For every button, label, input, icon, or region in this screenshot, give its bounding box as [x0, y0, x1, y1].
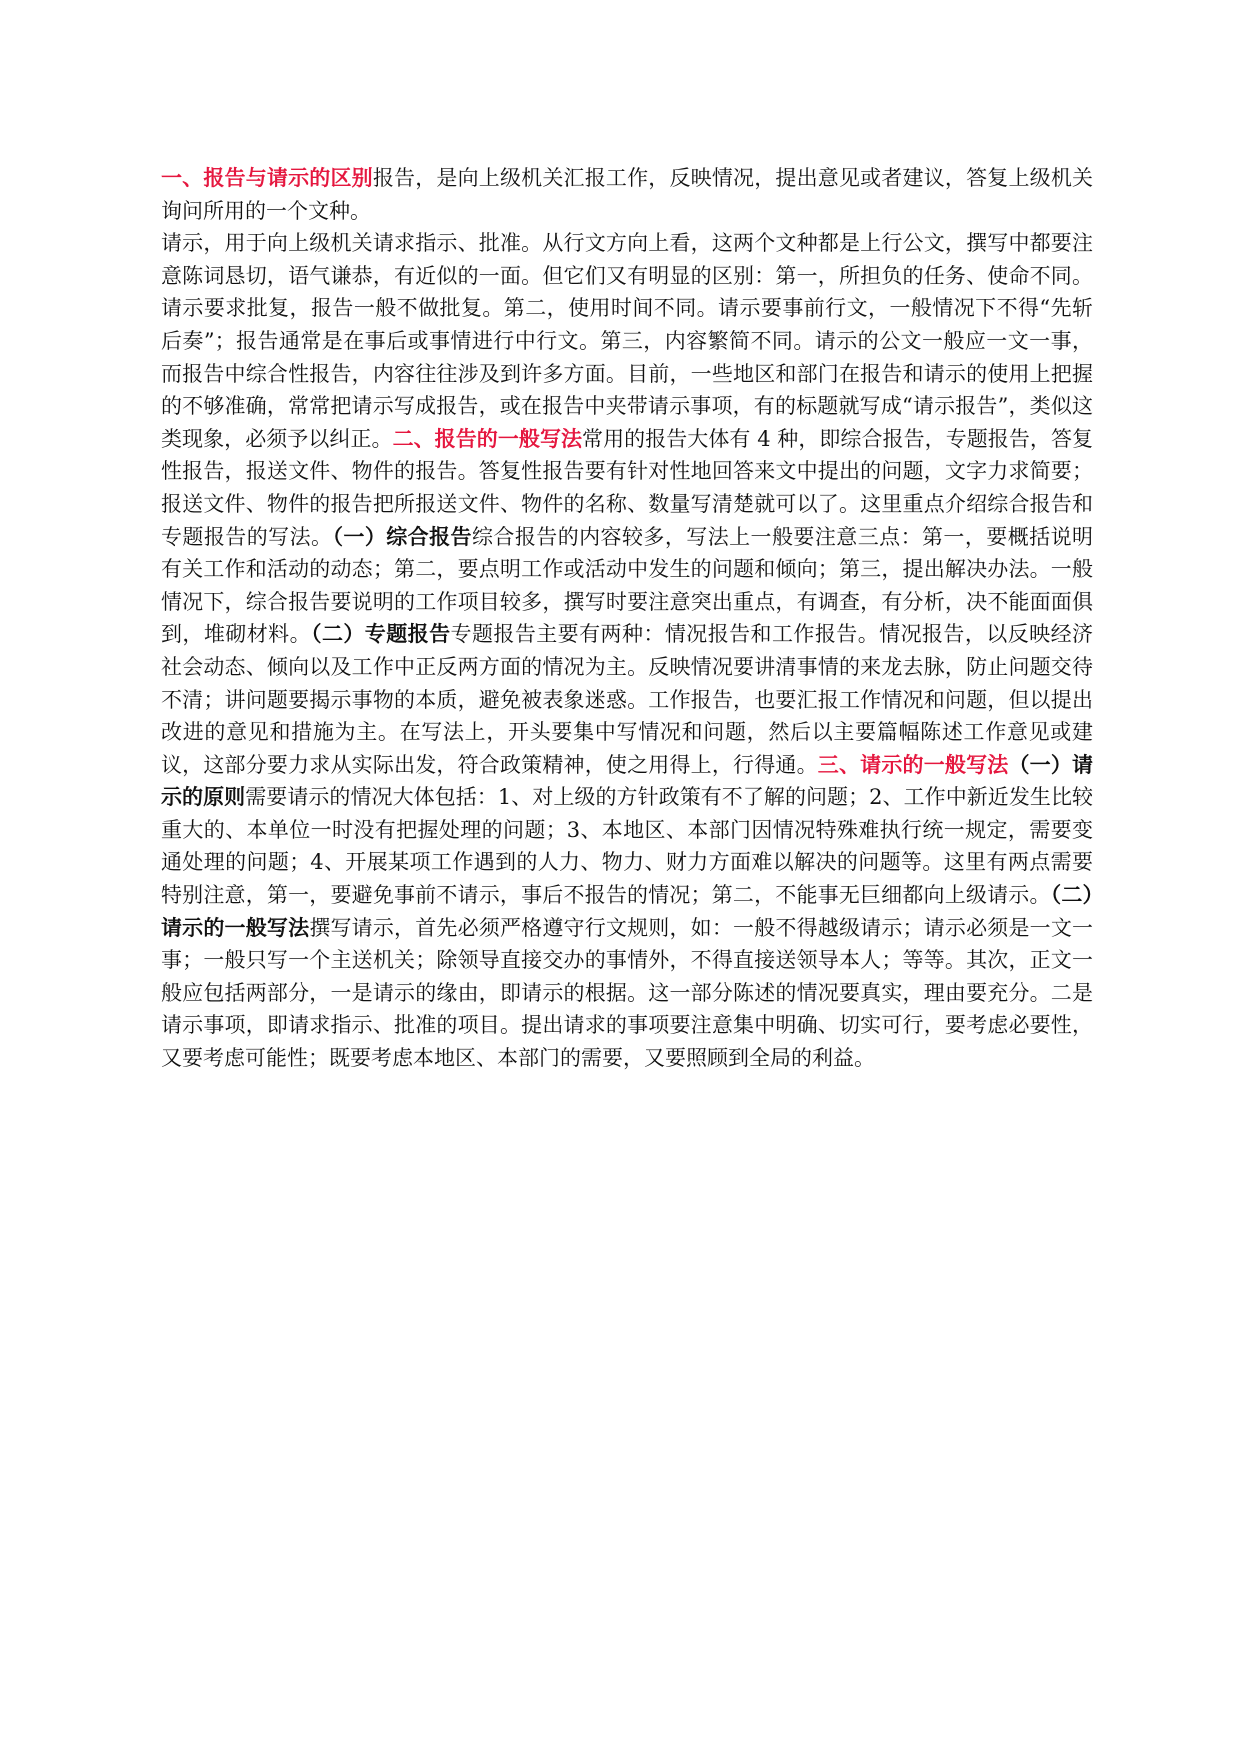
section-heading-3: 三、请示的一般写法 — [817, 752, 1009, 777]
body-text: 请示，用于向上级机关请求指示、批准。从行文方向上看，这两个文种都是上行公文，撰写中都要注意陈词恳切，语气谦恭，有近似的一面。但它们又有明显的区别：第一，所担负的任务、使命不同。请示要求批复，报告一般不做批复。第二，使用时间不同。请示要事前行文，一般情况下不得“先斩后奏”；报告通常是在事后或事情进行中行文。第三，内容繁简不同。请示的公文一般应一文一事，而报告中综合性报告，内容往往涉及到许多方面。目前，一些地区和部门在报告和请示的使用上把握的不够准确，常常把请示写成报告，或在报告中夹带请示事项，有的标题就写成“请示报告”，类似这类现象，必须予以纠正。 — [161, 231, 1093, 451]
subheading-request-writing: （二）请示的一般写法 — [161, 883, 1094, 940]
body-text: 需要请示的情况大体包括：1、对上级的方针政策有不了解的问题；2、工作中新近发生比较重大的、本单位一时没有把握处理的问题；3、本地区、本部门因情况特殊难执行统一规定，需要变通处理的问题；4、开展某项工作遇到的人力、物力、财力方面难以解决的问题等。这里有两点需要特别注意，第一，要避免事前不请示，事后不报告的情况；第二，不能事无巨细都向上级请示。 — [161, 785, 1094, 908]
body-text: 撰写请示，首先必须严格遵守行文规则，如：一般不得越级请示；请示必须是一文一事；一般只写一个主送机关；除领导直接交办的事情外，不得直接送领导本人；等等。其次，正文一般应包括两部分，一是请示的缘由，即请示的根据。这一部分陈述的情况要真实，理由要充分。二是请示事项，即请求指示、批准的项目。提出请求的事项要注意集中明确、切实可行，要考虑必要性，又要考虑可能性；既要考虑本地区、本部门的需要，又要照顾到全局的利益。 — [161, 915, 1094, 1071]
document-page — [161, 162, 1093, 1075]
subheading-comprehensive-report: （一）综合报告 — [332, 524, 472, 549]
body-text: 报告，是向上级机关汇报工作，反映情况，提出意见或者建议，答复上级机关询问所用的一个文种。 — [161, 166, 1094, 223]
subheading-request-principles: （一）请示的原则 — [161, 752, 1094, 810]
subheading-special-report: （二）专题报告 — [311, 622, 451, 647]
body-text: 专题报告主要有两种：情况报告和工作报告。情况报告，以反映经济社会动态、倾向以及工作中正反两方面的情况为主。反映情况要讲清事情的来龙去脉，防止问题交待不清；讲问题要揭示事物的本质，避免被表象迷惑。工作报告，也要汇报工作情况和问题，但以提出改进的意见和措施为主。在写法上，开头要集中写情况和问题，然后以主要篇幅陈述工作意见或建议，这部分要力求从实际出发，符合政策精神，使之用得上，行得通。 — [161, 622, 1094, 777]
paragraph-2 — [161, 227, 1093, 1074]
section-heading-2: 二、报告的一般写法 — [392, 426, 583, 451]
body-text: 常用的报告大体有 4 种，即综合报告，专题报告，答复性报告，报送文件、物件的报告。答复性报告要有针对性地回答来文中提出的问题，文字力求简要；报送文件、物件的报告把所报送文件、物件的名称、数量写清楚就可以了。这里重点介绍综合报告和专题报告的写法。 — [161, 426, 1094, 549]
body-text: 综合报告的内容较多，写法上一般要注意三点：第一，要概括说明有关工作和活动的动态；第二，要点明工作或活动中发生的问题和倾向；第三，提出解决办法。一般情况下，综合报告要说明的工作项目较多，撰写时要注意突出重点，有调查，有分析，决不能面面俱到，堆砌材料。 — [161, 524, 1094, 647]
paragraph-1 — [161, 162, 1093, 227]
section-heading-1: 一、报告与请示的区别 — [161, 166, 373, 190]
